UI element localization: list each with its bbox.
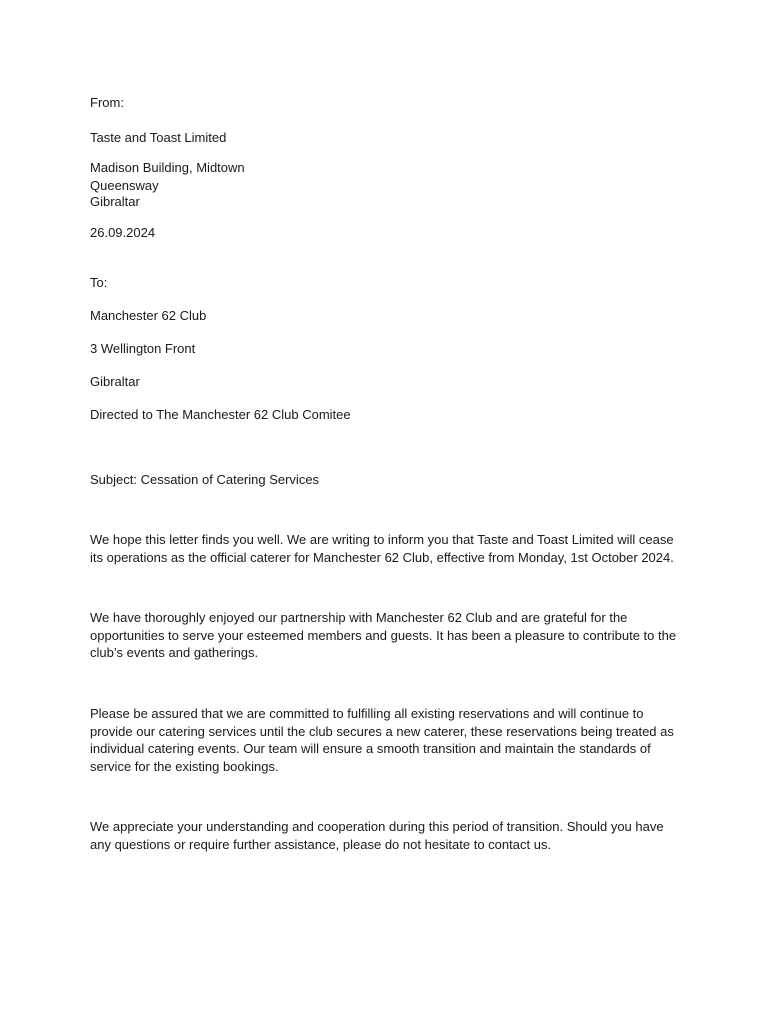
body-paragraph-2: [90, 609, 680, 662]
sender-address-line2: Queensway: [90, 178, 159, 193]
to-heading: To:: [90, 275, 108, 290]
paragraph-line: its operations as the official caterer for Manchester 62 Club, effective from Monday, 1st October 2024.: [90, 549, 674, 565]
from-heading: From:: [90, 95, 124, 110]
paragraph-line: opportunities to serve your esteemed members and guests. It has been a pleasure to contribute to the: [90, 627, 677, 643]
recipient-name: Manchester 62 Club: [90, 308, 207, 323]
body-paragraph-3: [90, 705, 680, 775]
recipient-address: 3 Wellington Front: [90, 341, 196, 356]
recipient-city: Gibraltar: [90, 374, 140, 389]
paragraph-line: We appreciate your understanding and cooperation during this period of transition. Should you have: [90, 819, 664, 834]
body-paragraph-4: [90, 818, 680, 853]
sender-address-line1: Madison Building, Midtown: [90, 160, 245, 175]
paragraph-line: individual catering events. Our team will ensure a smooth transition and maintain the standards of: [90, 741, 651, 756]
sender-address-line3: Gibraltar: [90, 194, 140, 209]
paragraph-line: provide our catering services until the club secures a new caterer, these reservations being treated as: [90, 723, 674, 739]
body-paragraph-1: [90, 531, 680, 566]
paragraph-line: club’s events and gatherings.: [90, 645, 259, 660]
paragraph-line: We hope this letter finds you well. We are writing to inform you that Taste and Toast Limited will cease: [90, 532, 674, 547]
paragraph-line: any questions or require further assistance, please do not hesitate to contact us.: [90, 836, 552, 852]
recipient-attention: Directed to The Manchester 62 Club Comitee: [90, 407, 351, 422]
paragraph-line: We have thoroughly enjoyed our partnership with Manchester 62 Club and are grateful for the: [90, 610, 628, 625]
letter-subject: Subject: Cessation of Catering Services: [90, 472, 320, 487]
paragraph-line: service for the existing bookings.: [90, 758, 279, 774]
paragraph-line: Please be assured that we are committed to fulfilling all existing reservations and will continue to: [90, 706, 644, 721]
sender-company: Taste and Toast Limited: [90, 130, 227, 145]
letter-date: 26.09.2024: [90, 225, 156, 240]
